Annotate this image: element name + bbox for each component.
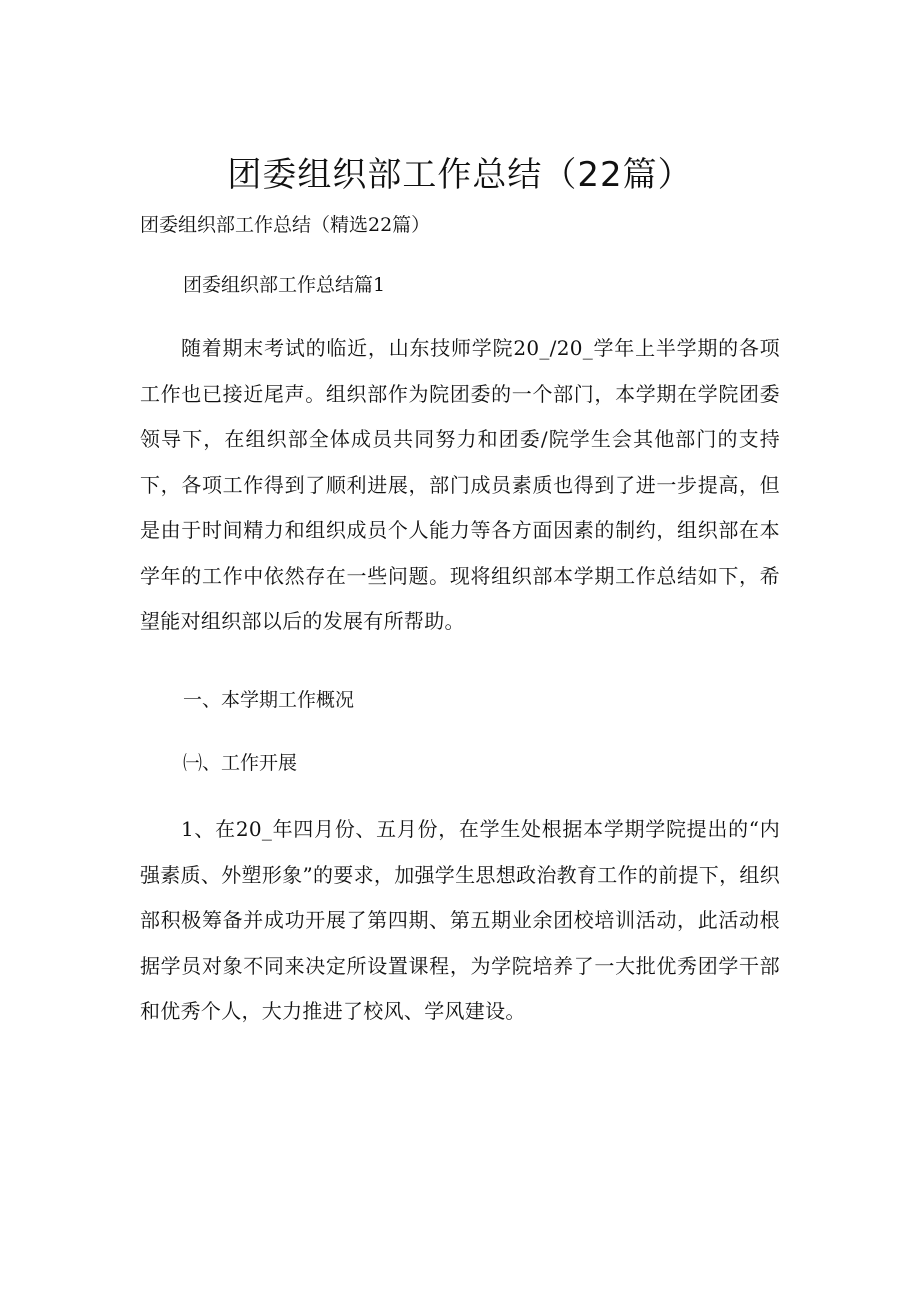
paragraph-intro: 随着期末考试的临近，山东技师学院20_/20_学年上半学期的各项工作也已接近尾声。组织部作为院团委的一个部门，本学期在学院团委领导下，在组织部全体成员共同努力和团委/院学生会其他部门的支持下，各项工作得到了顺利进展，部门成员素质也得到了进一步提高，但是由于时间精力和组织成员个人能力等各方面因素的制约，组织部在本学年的工作中依然存在一些问题。现将组织部本学期工作总结如下，希望能对组织部以后的发展有所帮助。 [140, 336, 780, 633]
section-title: 团委组织部工作总结篇1 [183, 274, 386, 296]
heading-work-carried-out: ㈠、工作开展 [183, 752, 298, 774]
paragraph-item-1: 1、在20_年四月份、五月份，在学生处根据本学期学院提出的“内强素质、外塑形象”的要求，加强学生思想政治教育工作的前提下，组织部积极筹备并成功开展了第四期、第五期业余团校培训活动，此活动根据学员对象不同来决定所设置课程，为学院培养了一大批优秀团学干部和优秀个人，大力推进了校风、学风建设。 [140, 817, 780, 1023]
document-title: 团委组织部工作总结（22篇） [227, 155, 693, 195]
document-subtitle: 团委组织部工作总结（精选22篇） [140, 214, 431, 236]
heading-work-overview: 一、本学期工作概况 [183, 689, 355, 711]
